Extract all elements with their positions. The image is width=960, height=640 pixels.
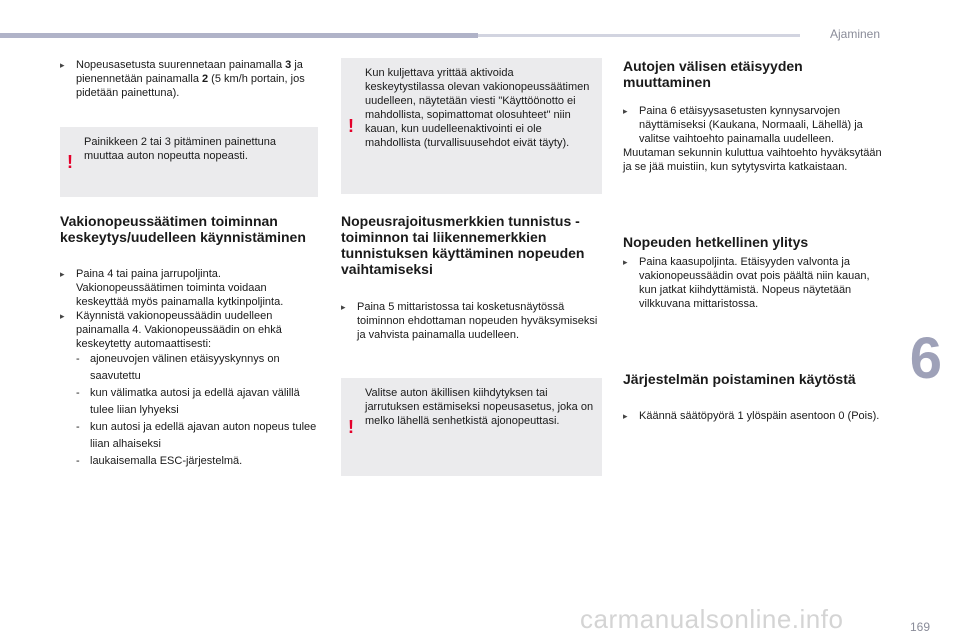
section-body (623, 409, 885, 423)
bullet-text: Paina 6 etäisyysasetusten kynnysarvojen näyttämiseksi (Kaukana, Normaali, Lähellä) ja valitse vaihtoehto painamalla uudelleen. (639, 105, 863, 145)
dash-item: - kun välimatka autosi ja edellä ajavan välillä tulee liian lyhyeksi (76, 387, 300, 416)
warning-icon: ! (348, 116, 354, 136)
list-item (60, 267, 320, 309)
section-heading: Vakionopeussäätimen toiminnan keskeytys/uudelleen käynnistäminen (60, 213, 306, 245)
header-bar (0, 33, 478, 38)
dash-item: - ajoneuvojen välinen etäisyyskynnys on saavutettu (76, 353, 280, 382)
bullet-icon: ▸ (623, 106, 628, 116)
list-item (341, 300, 602, 342)
bullet-text: Paina kaasupoljinta. Etäisyyden valvonta ja vakionopeussäädin ovat pois päältä niin kauan, kun jatkat kiihdyttämistä. Nopeus näytetään vilkkuvana mittaristossa. (639, 256, 870, 310)
warning-text: Kun kuljettava yrittää aktivoida keskeytystilassa olevan vakionopeussäätimen uudelleen, näytetään viesti "Käyttöönotto ei mahdollista, sopimattomat olosuhteet" niin kauan, kun uudelleenaktivointi ei ole mahdollista (turvallisuusehdot eivät täyty). (365, 67, 590, 149)
bullet-icon: ▸ (60, 60, 65, 70)
bullet-icon: ▸ (623, 411, 628, 421)
section-heading: Autojen välisen etäisyyden muuttaminen (623, 58, 803, 90)
paragraph: Muutaman sekunnin kuluttua vaihtoehto hyväksytään ja se jää muistiin, kun sytytysvirta katkaistaan. (623, 147, 882, 173)
list-item (623, 104, 885, 146)
bullet-icon: ▸ (623, 257, 628, 267)
column-1 (60, 58, 320, 100)
section-body (60, 267, 320, 470)
section-heading: Nopeuden hetkellinen ylitys (623, 234, 809, 250)
bullet-icon: ▸ (60, 269, 65, 279)
bullet-text: Käynnistä vakionopeussäädin uudelleen painamalla 4. Vakionopeussäädin on ehkä keskeytetty automaattisesti: (76, 310, 282, 350)
warning-box (341, 58, 602, 194)
section-body (623, 104, 885, 174)
bullet-text: Paina 4 tai paina jarrupoljinta. Vakionopeussäätimen toiminta voidaan keskeyttää myös painamalla kytkinpoljinta. (76, 268, 284, 308)
warning-icon: ! (67, 152, 73, 172)
section-body (341, 300, 602, 342)
section-heading: Järjestelmän poistaminen käytöstä (623, 371, 856, 387)
chapter-number: 6 (909, 326, 942, 391)
list-item (623, 255, 885, 311)
list-item (60, 309, 320, 351)
intro-text: Nopeusasetusta suurennetaan painamalla 3 ja pienennetään painamalla 2 (5 km/h portain, jos pidetään painettuna). (76, 59, 305, 99)
section-heading: Nopeusrajoitusmerkkien tunnistus -toiminnon tai liikennemerkkien tunnistuksen käyttäminen nopeuden vaihtamiseksi (341, 213, 585, 277)
chapter-title: Ajaminen (830, 27, 881, 41)
page-number: 169 (910, 620, 931, 634)
warning-box (60, 127, 318, 197)
bullet-icon: ▸ (60, 311, 65, 321)
warning-icon: ! (348, 417, 354, 437)
warning-box (341, 378, 602, 476)
section-body (623, 255, 885, 311)
dash-item: - kun autosi ja edellä ajavan auton nopeus tulee liian alhaiseksi (76, 421, 317, 450)
header-bar-light (478, 34, 800, 37)
list-item (623, 409, 885, 423)
watermark: carmanualsonline.info (580, 604, 844, 634)
bullet-icon: ▸ (341, 302, 346, 312)
bullet-text: Paina 5 mittaristossa tai kosketusnäytössä toiminnon ehdottaman nopeuden hyväksymiseksi ja vahvista painamalla uudelleen. (357, 301, 598, 341)
dash-item: - laukaisemalla ESC-järjestelmä. (76, 455, 243, 467)
list-item (60, 58, 320, 100)
warning-text: Painikkeen 2 tai 3 pitäminen painettuna muuttaa auton nopeutta nopeasti. (84, 136, 277, 162)
bullet-text: Käännä säätöpyörä 1 ylöspäin asentoon 0 (Pois). (639, 410, 880, 422)
warning-text: Valitse auton äkillisen kiihdytyksen tai jarrutuksen estämiseksi nopeusasetus, joka on melko lähellä senhetkistä ajonopeuttasi. (365, 387, 594, 427)
